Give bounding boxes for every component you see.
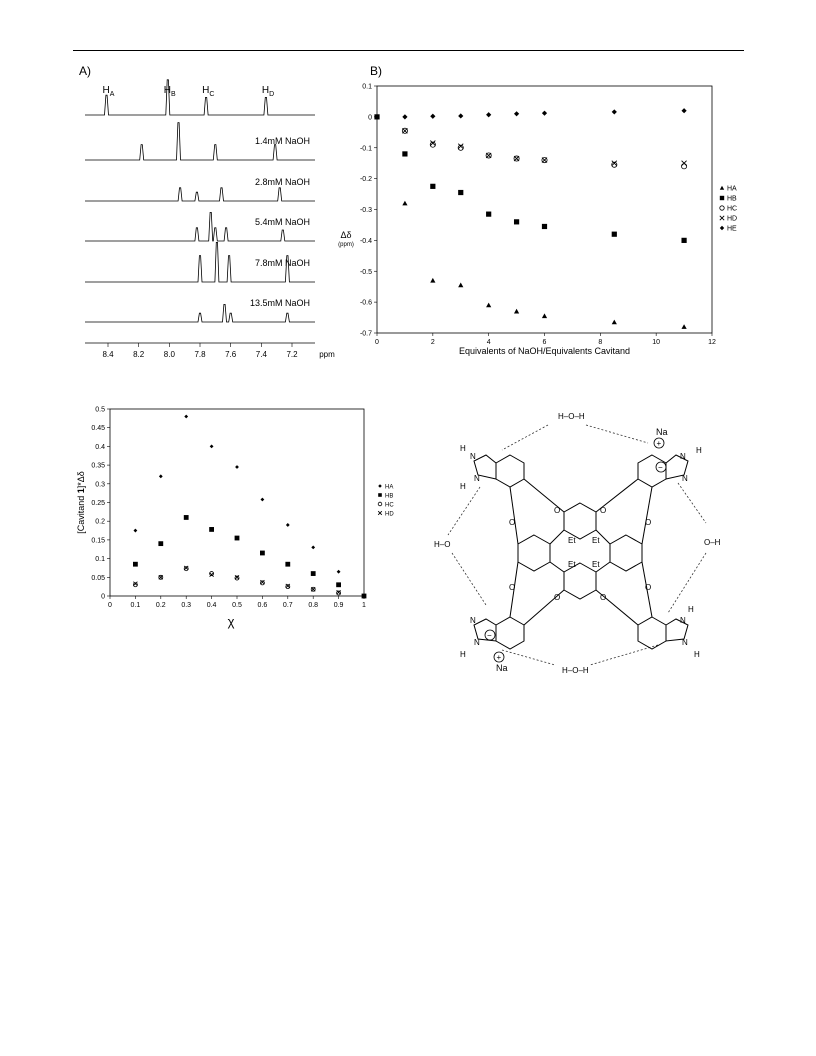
data-point-square	[402, 151, 407, 156]
job-plot-frame	[110, 409, 364, 596]
titration-y-tick-label: -0.6	[359, 299, 372, 307]
job-y-tick-label: 0.4	[95, 443, 105, 451]
nitrogen-label: N	[682, 474, 688, 483]
spectrum-label: 1.4mM NaOH	[254, 136, 310, 146]
job-y-tick-label: 0.35	[91, 462, 105, 470]
job-y-tick-label: 0.05	[91, 574, 105, 582]
peak-label-subscript: C	[209, 91, 215, 98]
data-point-square	[378, 493, 382, 497]
nmr-x-tick-label: 8.2	[133, 350, 145, 359]
header-rule	[73, 50, 744, 51]
job-x-tick-label: 0.4	[206, 602, 217, 609]
oxygen-label: O	[509, 518, 516, 527]
data-point-square	[612, 232, 617, 237]
data-point-triangle	[458, 283, 463, 288]
data-point-diamond	[612, 109, 617, 114]
plus-charge-text: +	[496, 653, 502, 662]
data-point-x	[378, 511, 382, 515]
job-x-tick-label: 0.6	[257, 602, 268, 609]
nmr-x-tick-label: 7.8	[194, 350, 206, 359]
job-x-tick-label: 0.2	[155, 602, 166, 609]
nitrogen-label: N	[474, 474, 480, 483]
oxygen-label: O	[554, 506, 561, 515]
titration-y-tick-label: 0.1	[362, 83, 372, 91]
hydrogen-label: H	[694, 650, 700, 659]
peak-label-subscript: A	[109, 91, 115, 98]
titration-x-tick-label: 0	[375, 339, 379, 346]
data-point-diamond	[286, 523, 290, 527]
peak-label: $H_C$	[202, 85, 215, 98]
job-y-axis-title-part: ]*Δδ	[76, 471, 86, 489]
nitrogen-label: N	[474, 638, 480, 647]
data-point-diamond	[337, 570, 341, 574]
job-x-tick-label: 0.9	[333, 602, 344, 609]
titration-y-tick-label: -0.2	[359, 176, 372, 184]
job-y-tick-label: 0.2	[95, 518, 105, 526]
data-point-triangle	[514, 309, 519, 314]
oxygen-label: O	[645, 518, 652, 527]
spectrum-label: 13.5mM NaOH	[249, 298, 310, 308]
titration-x-tick-label: 12	[708, 339, 716, 346]
plus-charge-text: +	[656, 439, 662, 448]
oxygen-label: O	[600, 506, 607, 515]
hydrogen-label: H	[460, 650, 466, 659]
charge-symbols	[485, 438, 666, 662]
job-y-tick-label: 0.25	[91, 500, 105, 507]
ethyl-label: Et	[568, 560, 576, 569]
titration-x-axis-title: Equivalents of NaOH/Equivalents Cavitand	[458, 346, 631, 356]
job-y-tick-label: 0.1	[95, 556, 105, 564]
data-point-diamond	[184, 415, 188, 419]
data-point-square	[362, 594, 367, 599]
job-x-tick-label: 0	[108, 602, 112, 609]
nitrogen-label: N	[470, 616, 476, 625]
data-point-diamond	[402, 114, 407, 119]
job-legend-entry: HC	[385, 502, 394, 509]
hydrogen-label: H	[460, 482, 466, 491]
data-point-triangle	[430, 278, 435, 283]
data-point-diamond	[378, 484, 382, 488]
titration-legend-entry: HA	[727, 185, 737, 193]
data-point-triangle	[681, 324, 686, 329]
data-point-square	[681, 238, 686, 243]
data-point-triangle	[542, 313, 547, 318]
data-point-diamond	[159, 474, 163, 478]
job-x-tick-label: 0.3	[181, 602, 192, 609]
nitrogen-label: N	[680, 452, 686, 461]
titration-y-tick-label: -0.3	[359, 207, 372, 214]
nmr-spectrum-trace	[85, 188, 315, 201]
water-left: H–O	[434, 540, 451, 549]
water-right: O–H	[704, 538, 721, 547]
job-x-tick-label: 0.7	[282, 602, 293, 609]
titration-y-axis-subtitle: (ppm)	[338, 242, 354, 248]
data-point-triangle	[486, 303, 491, 308]
data-point-diamond	[514, 111, 519, 116]
data-point-circle	[286, 585, 290, 589]
data-point-triangle	[612, 320, 617, 325]
data-point-circle	[337, 591, 341, 595]
cavitand-skeleton	[474, 455, 688, 649]
water-bottom: H–O–H	[562, 666, 589, 675]
data-point-square	[184, 515, 189, 520]
ethyl-label: Et	[568, 536, 576, 545]
titration-legend-entry: HB	[727, 195, 737, 203]
data-point-square	[285, 562, 290, 567]
nmr-x-tick-label: 7.4	[255, 350, 267, 359]
job-x-tick-label: 1	[362, 602, 366, 609]
data-point-square	[158, 541, 163, 546]
nmr-spectrum-trace	[85, 80, 315, 115]
job-x-tick-label: 0.8	[308, 602, 319, 609]
data-point-diamond	[720, 226, 724, 230]
titration-chart	[330, 60, 750, 370]
data-point-diamond	[134, 529, 138, 533]
titration-y-tick-label: -0.5	[359, 268, 372, 276]
titration-x-tick-label: 4	[486, 339, 491, 346]
data-point-square	[260, 551, 265, 556]
ethyl-label: Et	[592, 536, 600, 545]
panel-label-b: B)	[370, 64, 382, 78]
oxygen-label: O	[509, 583, 516, 592]
titration-y-tick-label: 0	[368, 114, 372, 122]
data-point-circle	[378, 502, 382, 506]
job-y-tick-label: 0.15	[91, 537, 105, 545]
job-legend-entry: HB	[385, 493, 394, 500]
titration-legend-entry: HE	[727, 225, 737, 233]
titration-y-tick-label: -0.1	[359, 145, 372, 153]
data-point-square	[720, 196, 724, 200]
job-legend-entry: HD	[385, 511, 394, 518]
spectrum-label: 7.8mM NaOH	[254, 258, 310, 268]
minus-charge-text: −	[487, 631, 492, 640]
minus-charge-text: −	[658, 463, 663, 472]
titration-legend-entry: HC	[727, 205, 738, 213]
job-y-axis-title-part: [Cavitand	[76, 493, 86, 534]
titration-x-tick-label: 2	[430, 339, 435, 346]
nitrogen-label: N	[682, 638, 688, 647]
data-point-circle	[260, 581, 264, 585]
titration-x-tick-label: 10	[652, 339, 661, 346]
data-point-square	[542, 224, 547, 229]
data-point-diamond	[210, 445, 214, 449]
peak-label: $H_D$	[261, 85, 275, 98]
job-series	[133, 415, 366, 599]
job-y-tick-label: 0.5	[95, 406, 105, 414]
sodium-label-bottom: Na	[496, 663, 508, 673]
data-point-square	[336, 582, 341, 587]
peak-label: $H_A$	[102, 85, 115, 98]
data-point-diamond	[458, 113, 463, 118]
data-point-diamond	[486, 112, 491, 117]
oxygen-label: O	[554, 593, 561, 602]
nmr-x-tick-label: 8.0	[163, 350, 175, 359]
nmr-x-axis-title: ppm	[319, 350, 335, 359]
oxygen-label: O	[645, 583, 652, 592]
data-point-diamond	[261, 498, 265, 502]
data-point-square	[374, 114, 379, 119]
job-x-tick-label: 0.1	[130, 602, 141, 609]
data-point-square	[133, 562, 138, 567]
spectrum-label: 2.8mM NaOH	[254, 177, 310, 187]
data-point-circle	[235, 576, 239, 580]
nitrogen-label: N	[470, 452, 476, 461]
sodium-label-top: Na	[656, 427, 668, 437]
peak-label: $H_B$	[163, 85, 176, 98]
water-top: H–O–H	[558, 412, 585, 421]
nitrogen-label: N	[680, 616, 686, 625]
titration-x-tick-label: 6	[542, 339, 547, 346]
hydrogen-label: H	[696, 446, 702, 455]
nmr-x-tick-label: 8.4	[102, 350, 114, 359]
data-point-square	[514, 219, 519, 224]
data-point-triangle	[720, 186, 724, 190]
job-y-tick-label: 0.3	[95, 481, 105, 489]
nmr-x-tick-label: 7.2	[286, 350, 298, 359]
data-point-square	[430, 184, 435, 189]
titration-y-tick-label: -0.4	[359, 237, 372, 245]
hydrogen-label: H	[460, 444, 466, 453]
titration-x-tick-label: 8	[598, 339, 603, 346]
ethyl-label: Et	[592, 560, 600, 569]
nmr-spectra-chart	[75, 65, 335, 365]
peak-label-subscript: B	[171, 91, 176, 98]
titration-legend-entry: HD	[727, 215, 738, 223]
peak-label-subscript: D	[269, 91, 275, 98]
data-point-x	[720, 216, 724, 220]
hydrogen-label: H	[688, 605, 694, 614]
data-point-diamond	[311, 545, 315, 549]
data-point-square	[311, 571, 316, 576]
data-point-diamond	[235, 465, 239, 469]
job-y-axis-title	[76, 471, 86, 534]
data-point-diamond	[430, 114, 435, 119]
titration-series	[374, 108, 686, 329]
panel-label-a: A)	[79, 64, 91, 78]
hydrogen-bond-lines	[448, 425, 706, 665]
data-point-circle	[184, 567, 188, 571]
job-y-tick-label: 0	[101, 593, 105, 601]
spectrum-label: 5.4mM NaOH	[254, 217, 310, 227]
job-legend-entry: HA	[385, 484, 394, 491]
nmr-x-tick-label: 7.6	[225, 350, 237, 359]
titration-plot-frame	[377, 86, 712, 333]
data-point-square	[486, 212, 491, 217]
data-point-circle	[720, 206, 724, 210]
data-point-square	[235, 536, 240, 541]
job-y-tick-label: 0.45	[91, 425, 105, 433]
data-point-diamond	[681, 108, 686, 113]
data-point-square	[209, 527, 214, 532]
job-x-tick-label: 0.5	[232, 602, 242, 609]
data-point-diamond	[542, 111, 547, 116]
titration-y-tick-label: -0.7	[359, 330, 372, 338]
data-point-triangle	[402, 201, 407, 206]
job-y-axis-title-bold: 1	[76, 488, 86, 494]
titration-y-axis-title: Δδ	[340, 230, 352, 240]
job-plot-chart	[70, 400, 410, 640]
oxygen-label: O	[600, 593, 607, 602]
job-x-axis-title: χ	[227, 614, 235, 629]
data-point-square	[458, 190, 463, 195]
cavitand-structure-diagram	[430, 395, 730, 685]
